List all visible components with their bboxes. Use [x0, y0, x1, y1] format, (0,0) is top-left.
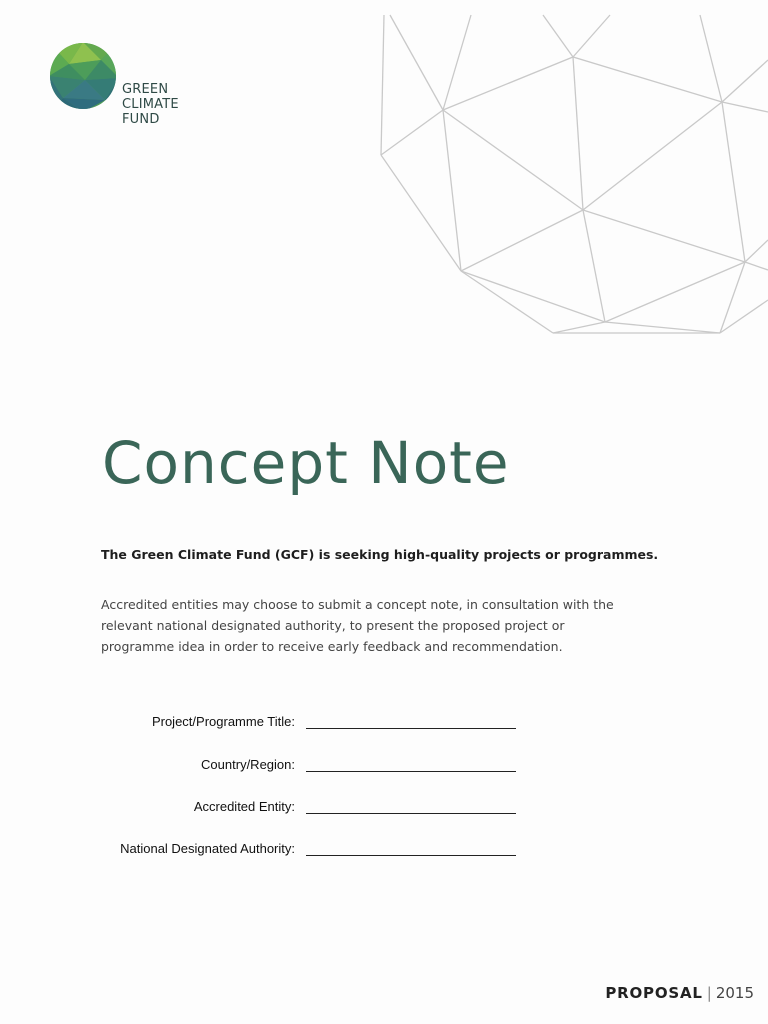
form-row-project-title: [0, 714, 768, 734]
page-title: Concept Note: [102, 429, 510, 497]
footer-label: PROPOSAL: [605, 984, 703, 1002]
footer-year: 2015: [715, 984, 754, 1002]
form-row-nda: [0, 841, 768, 861]
form-row-country-region: [0, 757, 768, 777]
logo-wordmark: [122, 82, 179, 127]
footer-proposal-year: [605, 984, 754, 1002]
logo-line-climate: CLIMATE: [122, 97, 179, 112]
footer-separator: |: [706, 984, 712, 1002]
nda-label: National Designated Authority:: [120, 841, 295, 856]
geodesic-sphere-graphic: [370, 0, 768, 340]
accredited-entity-label: Accredited Entity:: [193, 799, 295, 814]
intro-paragraph: Accredited entities may choose to submit a concept note, in consultation with the relevant national designated authority, to present the proposed project or programme idea in order to receive early feedback and recommendation.: [101, 597, 614, 654]
logo-line-fund: FUND: [122, 112, 160, 127]
globe-icon: [49, 42, 119, 112]
project-title-label: Project/Programme Title:: [151, 714, 295, 729]
project-title-field[interactable]: [306, 728, 516, 729]
accredited-entity-field[interactable]: [306, 813, 516, 814]
country-region-label: Country/Region:: [201, 757, 295, 772]
nda-field[interactable]: [306, 855, 516, 856]
form-row-accredited-entity: [0, 799, 768, 819]
country-region-field[interactable]: [306, 771, 516, 772]
logo-line-green: GREEN: [122, 82, 169, 97]
lead-statement: The Green Climate Fund (GCF) is seeking high-quality projects or programmes.: [101, 547, 659, 562]
